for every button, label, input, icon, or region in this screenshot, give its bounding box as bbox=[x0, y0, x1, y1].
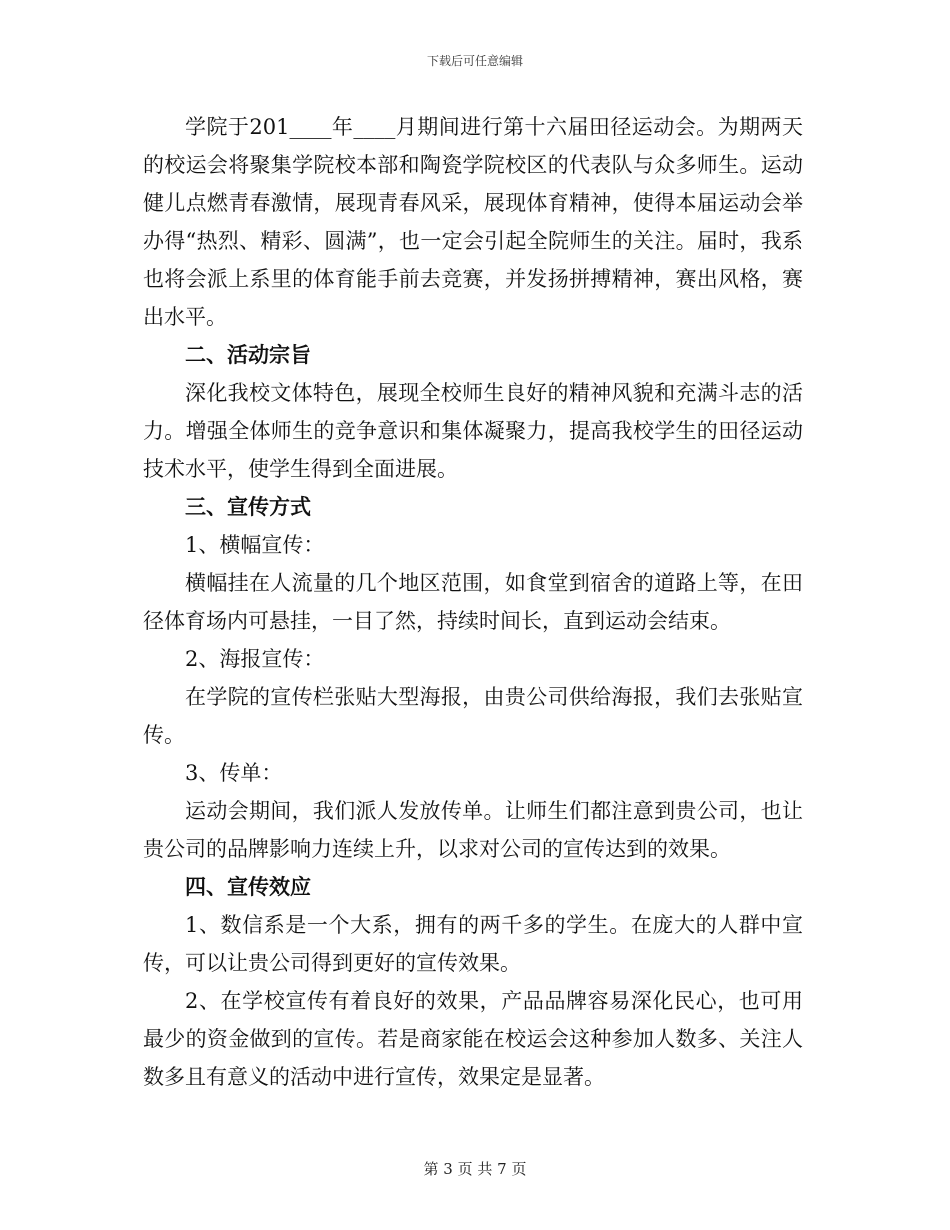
subheading-poster: 2、海报宣传： bbox=[185, 647, 325, 671]
subheading-flyer: 3、传单： bbox=[185, 761, 283, 785]
document-body bbox=[143, 108, 803, 1096]
paragraph-effect-2: 2、在学校宣传有着良好的效果，产品品牌容易深化民心，也可用最少的资金做到的宣传。若是商家能在校运会这种参加人数多、关注人数多且有意义的活动中进行宣传，效果定是显著。 bbox=[143, 989, 803, 1089]
section-heading-effect: 四、宣传效应 bbox=[185, 875, 311, 899]
paragraph-intro: 学院于201____年____月期间进行第十六届田径运动会。为期两天的校运会将聚集学院校本部和陶瓷学院校区的代表队与众多师生。运动健儿点燃青春激情，展现青春风采，展现体育精神，使得本届运动会举办得“热烈、精彩、圆满”，也一定会引起全院师生的关注。届时，我系也将会派上系里的体育能手前去竞赛，并发扬拼搏精神，赛出风格，赛出水平。 bbox=[143, 115, 803, 329]
section-heading-purpose: 二、活动宗旨 bbox=[185, 343, 311, 367]
paragraph-poster: 在学院的宣传栏张贴大型海报，由贵公司供给海报，我们去张贴宣传。 bbox=[143, 685, 803, 747]
paragraph-effect-1: 1、数信系是一个大系，拥有的两千多的学生。在庞大的人群中宣传，可以让贵公司得到更好的宣传效果。 bbox=[143, 913, 803, 975]
subheading-banner: 1、横幅宣传： bbox=[185, 533, 325, 557]
page-header: 下载后可任意编辑 bbox=[426, 54, 523, 68]
section-heading-methods: 三、宣传方式 bbox=[185, 495, 311, 519]
paragraph-banner: 横幅挂在人流量的几个地区范围，如食堂到宿舍的道路上等，在田径体育场内可悬挂，一目了然，持续时间长，直到运动会结束。 bbox=[143, 571, 803, 633]
page-footer: 第 3 页 共 7 页 bbox=[423, 1160, 527, 1178]
paragraph-purpose: 深化我校文体特色，展现全校师生良好的精神风貌和充满斗志的活力。增强全体师生的竞争意识和集体凝聚力，提高我校学生的田径运动技术水平，使学生得到全面进展。 bbox=[143, 381, 803, 481]
paragraph-flyer: 运动会期间，我们派人发放传单。让师生们都注意到贵公司，也让贵公司的品牌影响力连续上升，以求对公司的宣传达到的效果。 bbox=[143, 799, 803, 861]
